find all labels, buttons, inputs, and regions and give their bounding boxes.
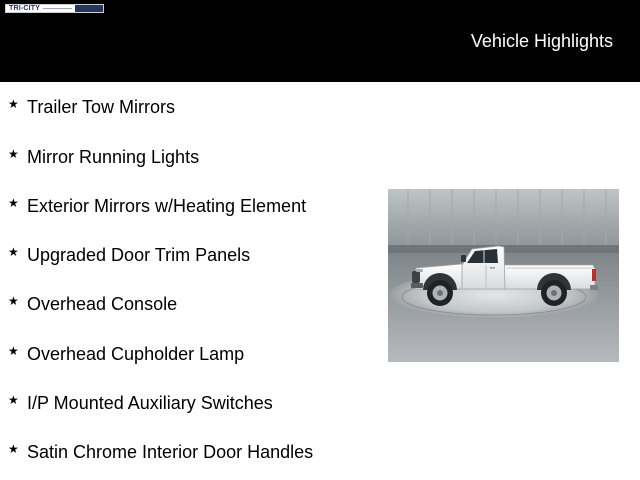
feature-label: I/P Mounted Auxiliary Switches — [27, 393, 273, 413]
feature-label: Trailer Tow Mirrors — [27, 97, 176, 117]
vehicle-photo[interactable] — [388, 189, 619, 362]
feature-item — [8, 146, 199, 168]
feature-item — [8, 293, 177, 315]
star-icon: ★ — [8, 245, 19, 259]
feature-label: Overhead Cupholder Lamp — [27, 344, 245, 364]
feature-item — [8, 96, 175, 118]
logo-badge — [75, 4, 103, 13]
feature-item — [8, 343, 244, 365]
page-title: Vehicle Highlights — [470, 31, 613, 51]
dealer-logo[interactable] — [5, 4, 104, 13]
star-icon: ★ — [8, 97, 19, 111]
feature-label: Satin Chrome Interior Door Handles — [27, 442, 314, 462]
feature-item — [8, 441, 313, 463]
feature-label: Exterior Mirrors w/Heating Element — [27, 196, 307, 216]
logo-text: TRI-CITY — [9, 5, 41, 12]
star-icon: ★ — [8, 147, 19, 161]
star-icon: ★ — [8, 196, 19, 210]
feature-item — [8, 392, 273, 414]
header-bar — [0, 0, 640, 82]
feature-label: Upgraded Door Trim Panels — [27, 245, 251, 265]
logo-divider — [43, 8, 72, 9]
feature-label: Mirror Running Lights — [27, 147, 200, 167]
star-icon: ★ — [8, 344, 19, 358]
star-icon: ★ — [8, 442, 19, 456]
star-icon: ★ — [8, 393, 19, 407]
feature-label: Overhead Console — [27, 294, 178, 314]
feature-item — [8, 195, 306, 217]
feature-item — [8, 244, 250, 266]
star-icon: ★ — [8, 294, 19, 308]
